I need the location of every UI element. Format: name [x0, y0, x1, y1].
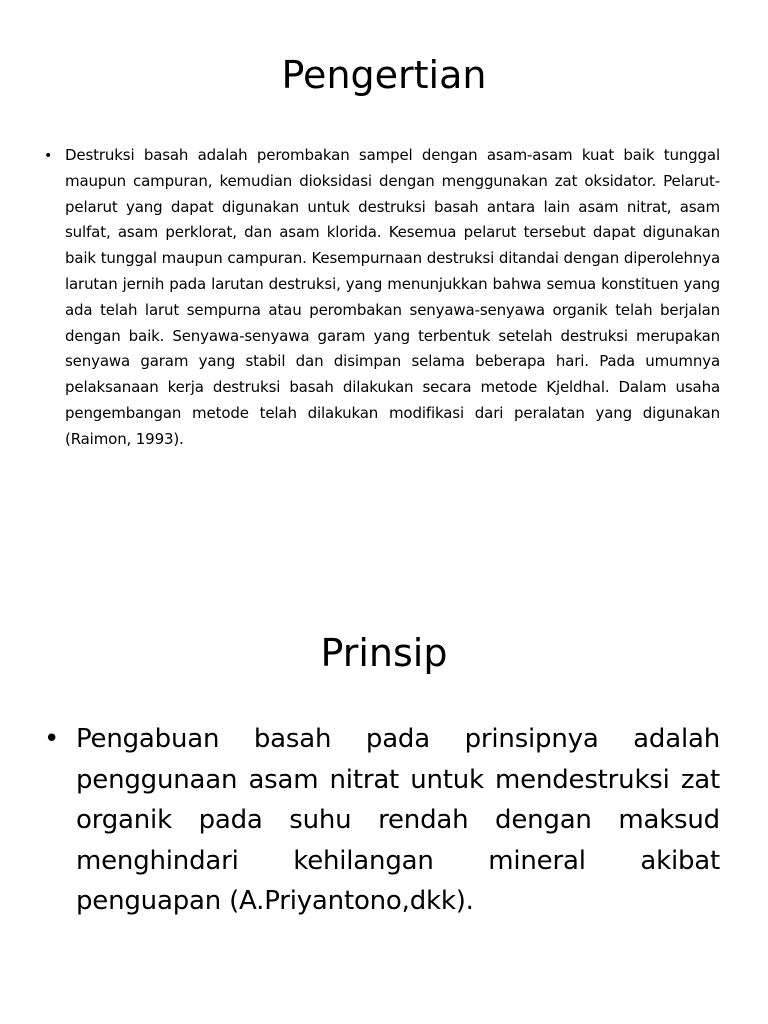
slide-title: Prinsip: [320, 631, 448, 675]
bullet-icon: •: [44, 148, 53, 164]
bullet-text: Destruksi basah adalah perombakan sampel dengan asam-asam kuat baik tunggal maupun campuran, kemudian dioksidasi dengan menggunakan zat oksidator. Pelarut-pelarut yang dapat digunakan untuk destruksi basah antara lain asam nitrat, asam sulfat, asam perklorat, dan asam klorida. Kesemua pelarut tersebut dapat digunakan baik tunggal maupun campuran. Kesempurnaan destruksi ditandai dengan diperolehnya larutan jernih pada larutan destruksi, yang menunjukkan bahwa semua konstituen yang ada telah larut sempurna atau perombakan senyawa-senyawa organik telah berjalan dengan baik. Senyawa-senyawa garam yang terbentuk setelah destruksi merupakan senyawa garam yang stabil dan disimpan selama beberapa hari. Pada umumnya pelaksanaan kerja destruksi basah dilakukan secara metode Kjeldhal. Dalam usaha pengembangan metode telah dilakukan modifikasi dari peralatan yang digunakan (Raimon, 1993).: [65, 146, 720, 448]
slide-title: Pengertian: [281, 53, 487, 97]
slide-prinsip: [0, 600, 768, 1024]
bullet-item: [44, 143, 720, 453]
bullet-icon: •: [44, 724, 60, 754]
bullet-text: Pengabuan basah pada prinsipnya adalah penggunaan asam nitrat untuk mendestruksi zat organik pada suhu rendah dengan maksud menghindari kehilangan mineral akibat penguapan (A.Priyantono,dkk).: [76, 724, 720, 916]
bullet-item: [44, 719, 720, 922]
